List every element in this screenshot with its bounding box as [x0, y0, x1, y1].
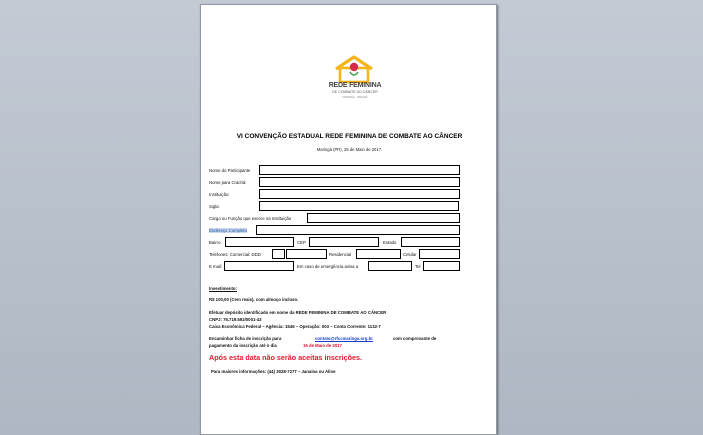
place-date: Maringá (PR), 25 de Maio de 2017.: [316, 147, 383, 152]
deposit-line: Efetuar depósito identificado em nome da REDE FEMININA DE COMBATE AO CÂNCER: [209, 310, 387, 315]
label-telefones: Telefones: Comercial: DDD: [209, 252, 261, 257]
label-bairro: Bairro: [209, 240, 221, 245]
field-emergencia-tel[interactable]: [423, 261, 460, 271]
field-telefone-residencial[interactable]: [356, 249, 401, 259]
field-endereco[interactable]: [256, 225, 460, 235]
field-email[interactable]: [224, 261, 294, 271]
contact-email-link[interactable]: contato@rfccmaringa.org.br: [315, 336, 373, 341]
label-nome-cracha: Nome para Crachá:: [209, 180, 247, 185]
investment-heading: Investimento:: [209, 286, 237, 291]
logo-tagline: MARINGÁ - PARANÁ: [342, 96, 368, 99]
field-cargo[interactable]: [307, 213, 460, 223]
logo-subtitle: DE COMBATE AO CÂNCER: [332, 90, 378, 94]
label-sigla: Sigla:: [209, 204, 220, 209]
field-ddd-comercial[interactable]: [272, 249, 285, 259]
send-instruction-1: Encaminhar ficha de inscrição para: [209, 336, 282, 341]
field-emergencia-contato[interactable]: [368, 261, 412, 271]
field-telefone-comercial[interactable]: [286, 249, 327, 259]
label-nome-participante: Nome do Participante: [209, 168, 251, 173]
label-cep: CEP: [297, 240, 306, 245]
label-email: E mail:: [209, 264, 223, 269]
deadline-date: 15 de Maio de 2017: [303, 343, 342, 348]
send-instruction-2: com comprovante de: [393, 336, 437, 341]
label-emergencia: Em caso de emergência avisa a: [297, 264, 359, 269]
cnpj: CNPJ: 76.719.592/0001-43: [209, 317, 262, 322]
field-celular[interactable]: [419, 249, 460, 259]
label-estado: Estado: [383, 240, 397, 245]
document-title: VI CONVENÇÃO ESTADUAL REDE FEMININA DE COMBATE AO CÂNCER: [236, 133, 463, 140]
field-nome-participante[interactable]: [259, 165, 460, 175]
investment-value: R$ 100,00 (Cem reais), com almoço incluso.: [209, 297, 299, 302]
more-info: Para maiores informações: (44) 3028-7277 – Janaina ou Aline: [211, 369, 336, 374]
label-endereco: Endereço Completo: [209, 228, 247, 233]
label-celular: Celular: [403, 252, 417, 257]
field-instituicao[interactable]: [259, 189, 460, 199]
logo-title: REDE FEMININA: [328, 82, 382, 89]
label-tel: Tel: [415, 264, 421, 269]
label-cargo: Cargo ou Função que exerce na Instituição: [209, 216, 292, 221]
send-instruction-3: pagamento da inscrição até o dia: [209, 343, 277, 348]
field-nome-cracha[interactable]: [259, 177, 460, 187]
field-cep[interactable]: [309, 237, 379, 247]
bank-details: Caixa Econômica Federal – Agência: 1546 – Operação: 003 – Conta Corrente: 1132-7: [209, 324, 381, 329]
document-page: [200, 4, 497, 435]
field-estado[interactable]: [401, 237, 460, 247]
field-sigla[interactable]: [259, 201, 459, 211]
field-bairro[interactable]: [225, 237, 294, 247]
label-instituicao: Instituição:: [209, 192, 230, 197]
label-residencial: Residencial: [329, 252, 352, 257]
deadline-warning: Após esta data não serão aceitas inscrições.: [209, 353, 363, 362]
